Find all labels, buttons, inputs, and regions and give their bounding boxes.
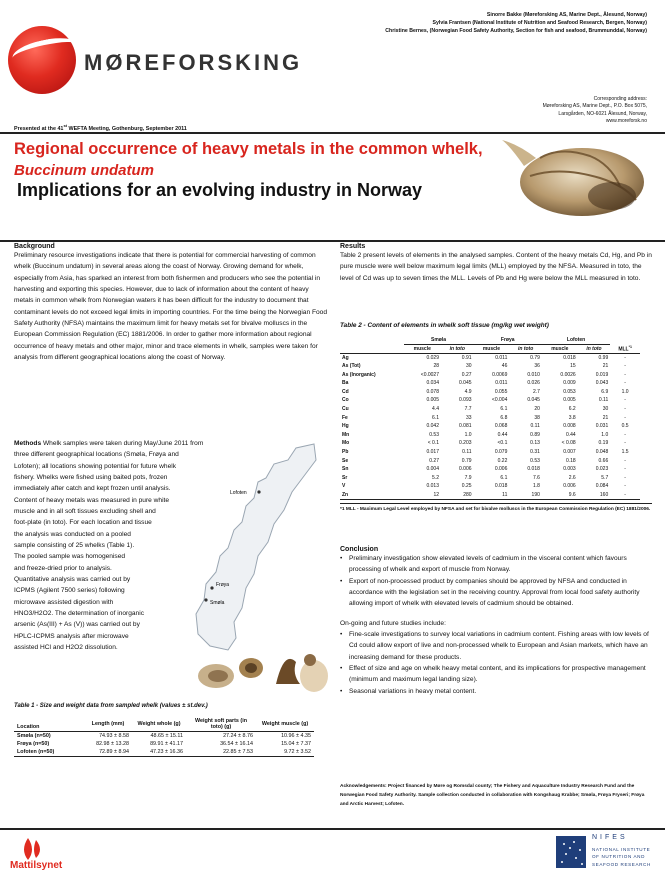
table2-cell: - — [624, 457, 626, 464]
table-row — [340, 362, 640, 371]
table2-cell: 0.079 — [494, 449, 508, 456]
table-row — [340, 448, 640, 457]
table2-element: Co — [342, 397, 349, 404]
table2-cell: 6.8 — [500, 414, 508, 421]
table2-cell: 0.026 — [527, 380, 540, 387]
author-list — [317, 12, 647, 35]
table-row — [340, 379, 640, 388]
table2-cell: 28 — [433, 363, 439, 370]
table2-cell: 0.53 — [429, 431, 439, 438]
table2-cell: 11 — [502, 491, 508, 498]
table2-cell: 0.11 — [598, 397, 609, 404]
table2-cell: <0.0027 — [420, 371, 439, 378]
table2-cell: 0.004 — [426, 466, 439, 473]
table-row — [340, 474, 640, 483]
table2-cell: 46 — [501, 363, 508, 370]
presented-prefix: Presented at the 41 — [14, 125, 64, 132]
table2-cell: - — [624, 397, 626, 404]
table2-cell: 0.19 — [598, 440, 609, 447]
table2-cell: 9.6 — [568, 491, 576, 498]
corr-line: Corresponding address: — [593, 96, 647, 102]
table2-sub: muscle — [551, 345, 569, 352]
table2-element: Cu — [342, 406, 349, 413]
methods-line: HNO3/H2O2. The determination of inorganic — [14, 609, 144, 617]
table2-sub: in toto — [517, 345, 534, 352]
table2-cell: 0.055 — [494, 388, 508, 395]
table2-cell: 38 — [534, 414, 540, 421]
table1-cell: 9.72 ± 3.52 — [284, 749, 311, 755]
table2-cell: 0.91 — [461, 354, 472, 361]
table2-cell: - — [624, 371, 626, 378]
table2-cell: 6.1 — [500, 406, 508, 413]
background-text: Preliminary resource investigations indicate that there is potential for commercial harvesting of common whelk (Buccinum undatum) in several areas along the coast of Norway. Growing demand for whelk, especially from Asia, has sparked an interest from both fishermen and producers who see the potential in harvesting and exporting this species. However, due to lack of information about the content of heavy metals in common whelk from Norwegian waters it has been difficult for the industry to document that contaminant levels do not exceed legal limits in importing countries. For the time being the Norwegian Food Safety Authority (NFSA) maintains the maximum limit for heavy metals set for bivalve molluscs in the European Commission Regulation (EC) 1881/2006. In order to gather more information about regional occurrence of heavy metals and other major, minor and trace elements in whelk, samples were taken for analysis from different geographical locations along the coast of Norway. — [14, 252, 328, 361]
methods-line: immediately after catch and kept frozen until analysis. — [14, 485, 171, 493]
table2-cell: 0.99 — [598, 354, 609, 361]
title-divider — [0, 240, 665, 242]
table2-cell: 0.018 — [494, 483, 508, 490]
table2-cell: - — [624, 431, 626, 438]
table2-cell: 7.6 — [532, 474, 540, 481]
table2-cell: 0.011 — [495, 380, 508, 387]
table-row — [340, 413, 640, 422]
acknowledgements: Acknowledgements: Project financed by Møre og Romsdal county; The Fishery and Aquaculture Industry Research Fund and the Norwegian Food Safety Authority. Sample collection conducted in collaboration with Kongshaug Krabbe; Smøla, Frøya Fryseri; Frøya and Arctic Harvest; Lofoten. — [340, 784, 645, 808]
author-1: Sinorre Bakke (Møreforsking AS, Marine Dept., Ålesund, Norway) — [486, 12, 647, 18]
table2-cell: - — [624, 483, 626, 490]
table2-cell: 0.44 — [497, 431, 508, 438]
table2-cell: 0.009 — [563, 380, 576, 387]
presented-suffix: WEFTA Meeting, Gothenburg, September 2011 — [67, 125, 187, 132]
table2-cell: 33 — [465, 414, 472, 421]
table2-cell: 0.203 — [459, 440, 472, 447]
table2-cell: 0.11 — [462, 449, 472, 456]
nifes-line: SEAFOOD RESEARCH — [592, 861, 651, 867]
table2-cell: 0.023 — [595, 466, 609, 473]
table2-cell: 0.53 — [530, 457, 540, 464]
nifes-line: NATIONAL INSTITUTE — [592, 847, 651, 852]
table2-cell: - — [624, 380, 626, 387]
table2-element: Mn — [342, 431, 350, 438]
conclusion-bullet: • Preliminary investigation show elevated levels of cadmium in the visceral content which favours processing of whelk and export of muscle from Norway. — [340, 553, 654, 576]
table2-cell: 0.031 — [595, 423, 609, 430]
table1-cell: Lofoten (n=50) — [17, 749, 55, 755]
table2-footnote: *1 MLL - Maximum Legal Level employed by NFSA and set for bivalve molluscs in the European Commission Regulation (EC) 1881/2006. — [340, 503, 652, 513]
mll-label: MLL — [618, 346, 629, 353]
table2-cell: 0.89 — [530, 431, 540, 438]
conclusion-heading: Conclusion — [340, 546, 379, 553]
table2-cell: 0.084 — [595, 483, 609, 490]
table1-cell: 48.65 ± 15.11 — [150, 733, 183, 739]
table1-cell: 82.98 ± 13.28 — [96, 741, 129, 747]
table1-cell: 36.54 ± 16.14 — [220, 741, 253, 747]
table2-body — [340, 353, 640, 499]
table2-cell: 280 — [463, 491, 472, 498]
table2-cell: - — [624, 466, 626, 473]
table2-block — [340, 322, 652, 513]
table-row — [14, 740, 314, 748]
table2-cell: 1.0 — [464, 431, 472, 438]
table2-cell: 0.79 — [461, 457, 472, 464]
table2-element: Ba — [342, 380, 349, 387]
table-row — [340, 439, 640, 448]
table-row — [340, 396, 640, 405]
table2-cell: 0.22 — [497, 457, 508, 464]
table2-cell: 0.005 — [426, 397, 439, 404]
table2-cell: 0.018 — [563, 354, 576, 361]
table2-cell: 0.043 — [595, 380, 609, 387]
table1-cell: 74.93 ± 8.58 — [99, 733, 129, 739]
methods-line: muscle and in all soft tissues excluding shell and — [14, 507, 156, 515]
table2-cell: 6.1 — [432, 414, 439, 421]
methods-line: and freeze-dried prior to analysis. — [14, 564, 112, 572]
table2-cell: 7.9 — [464, 474, 472, 481]
methods-line: fishery. Whelks were fished using baited pots, frozen — [14, 473, 168, 481]
methods-line: Lofoten); all locations showing potential for future whelk — [14, 462, 177, 470]
table2-element: Mo — [342, 440, 350, 447]
table2-cell: 6.2 — [568, 406, 576, 413]
table-row — [340, 422, 640, 431]
table1-caption: Table 1 - Size and weight data from sampled whelk (values ± st.dev.) — [14, 703, 208, 709]
table-row — [340, 353, 640, 362]
table2-cell: 4.9 — [464, 388, 472, 395]
table2-cell: 0.045 — [527, 397, 540, 404]
table2-caption: Table 2 - Content of elements in whelk soft tissue (mg/kg wet weight) — [340, 322, 549, 329]
table2-cell: - — [624, 440, 626, 447]
table2-cell: 0.042 — [426, 423, 439, 430]
table2-cell: 0.029 — [426, 354, 439, 361]
smola-marker — [204, 598, 207, 601]
table2-cell: - — [624, 406, 626, 413]
table2-cell: 0.081 — [459, 423, 472, 430]
table2-cell: 160 — [599, 491, 609, 498]
table2-sub: in toto — [586, 345, 602, 352]
table2-cell: - — [624, 363, 626, 370]
table-row — [340, 405, 640, 414]
table2-cell: 0.013 — [426, 483, 439, 490]
table2-cell: 1.0 — [621, 388, 629, 395]
table2-cell: 0.048 — [595, 449, 609, 456]
table2-cell: - — [624, 491, 626, 498]
table2-cell: 0.019 — [595, 371, 609, 378]
methods-line: arsenic (As(III) + As (V)) was carried out by — [14, 621, 140, 629]
table2-cell: 1.8 — [532, 483, 540, 490]
table2-cell: 0.017 — [426, 449, 439, 456]
table2-cell: 6.9 — [601, 388, 609, 395]
table2-location: Lofoten — [542, 336, 610, 345]
nifes-line: OF NUTRITION AND — [592, 854, 645, 860]
methods-line: Quantitative analysis was carried out by — [14, 575, 131, 583]
table2-cell: 5.2 — [432, 474, 439, 481]
table2-cell: 21 — [602, 363, 609, 370]
table2-cell: 12 — [433, 491, 439, 498]
table2-cell: 0.79 — [530, 354, 540, 361]
table2-cell: 30 — [465, 363, 472, 370]
table2-cell: <0.1 — [497, 440, 508, 447]
table2-cell: 0.011 — [495, 354, 508, 361]
results-heading: Results — [340, 243, 366, 250]
table2-cell: 0.0026 — [560, 371, 576, 378]
table2-cell: 0.27 — [429, 457, 439, 464]
background-heading: Background — [14, 243, 55, 250]
table2-cell: 0.068 — [494, 423, 508, 430]
table2-cell: 0.44 — [565, 431, 576, 438]
title-line-1: Regional occurrence of heavy metals in the common whelk, — [14, 140, 483, 158]
table2-mll-header — [610, 345, 640, 354]
table2-cell: 0.006 — [563, 483, 576, 490]
ongoing-bullet: • Seasonal variations in heavy metal content. — [340, 686, 654, 697]
table2-cell: 0.034 — [426, 380, 439, 387]
conclusion-bullet: • Export of non-processed product by companies should be approved by NFSA and conducted in accordance with the legislation set in the receiving country. Approval from local food safety authority allowing import of whelk with elevated levels of cadmium should be obtained. — [340, 576, 654, 610]
table1-cell: 10.96 ± 4.35 — [281, 733, 311, 739]
table2-cell: 0.25 — [461, 483, 472, 490]
conclusion-section — [340, 546, 654, 697]
mll-sup: *1 — [628, 344, 632, 349]
table2-cell: 0.007 — [563, 449, 576, 456]
methods-line: assisted HCl and H2O2 dissolution. — [14, 643, 118, 651]
table2-element: As (Tot) — [342, 363, 361, 370]
table2-cell: 0.66 — [598, 457, 609, 464]
table-row — [340, 465, 640, 474]
table2-cell: 0.045 — [459, 380, 472, 387]
map-label-lofoten: Lofoten — [230, 490, 247, 496]
table2-cell: 0.0069 — [492, 371, 508, 378]
methods-line: the analysis was conducted on a pooled — [14, 530, 131, 538]
table2-cell: 1.5 — [621, 449, 629, 456]
table2-element: Ag — [342, 354, 349, 361]
table1-cell: 15.04 ± 7.37 — [281, 741, 311, 747]
table2-cell: < 0.1 — [427, 440, 439, 447]
methods-heading: Methods — [14, 440, 42, 447]
table2-cell: 15 — [570, 363, 576, 370]
methods-line: sample consisting of 25 whelks (Table 1). — [14, 541, 135, 549]
norway-map — [176, 438, 326, 668]
lofoten-marker — [257, 490, 260, 493]
table2-cell: 190 — [531, 491, 540, 498]
table2-element: Zn — [342, 491, 349, 498]
whelk-shell-image — [500, 126, 650, 222]
title-subtitle: Implications for an evolving industry in Norway — [17, 180, 423, 200]
table2-cell: 0.5 — [621, 423, 629, 430]
table2-element: Cd — [342, 388, 349, 395]
nifes-logo-mark — [556, 836, 586, 868]
table2-cell: 0.005 — [563, 397, 576, 404]
table2-element: Sn — [342, 466, 349, 473]
moreforsking-logo-text: MØREFORSKING — [84, 50, 303, 75]
table2-element: Fe — [342, 414, 348, 421]
table1-header: Weight muscle (g) — [261, 721, 309, 727]
table2-cell: 21 — [602, 414, 609, 421]
table2-element: Hg — [342, 423, 349, 430]
table1-cell: 47.23 ± 16.36 — [150, 749, 183, 755]
table-row — [340, 431, 640, 440]
table1 — [14, 717, 314, 757]
table1-header: Weight soft parts (in toto) (g) — [194, 718, 247, 730]
methods-line: HPLC-ICPMS analysis after microwave — [14, 632, 129, 640]
table2-location: Frøya — [474, 336, 542, 345]
methods-line: three different geographical locations (Smøla, Frøya and — [14, 451, 179, 459]
table2-cell: 5.7 — [601, 474, 609, 481]
table2-cell: 0.008 — [563, 423, 576, 430]
table2-sub: muscle — [413, 345, 431, 352]
table1-block — [14, 703, 328, 757]
map-label-froya: Frøya — [216, 582, 230, 588]
ongoing-bullet: • Effect of size and age on whelk heavy metal content, and its implications for prospective management (minimum and maximum legal landing size). — [340, 663, 654, 686]
table2-cell: 0.27 — [461, 371, 472, 378]
table2-cell: 0.093 — [459, 397, 472, 404]
table2-cell: 0.31 — [530, 449, 540, 456]
table2 — [340, 336, 640, 500]
corr-line: Larsgården, NO-6021 Ålesund, Norway, — [558, 110, 647, 117]
methods-line: microwave assisted digestion with — [14, 598, 114, 606]
table2-cell: 0.006 — [459, 466, 472, 473]
corresponding-address — [447, 96, 647, 125]
methods-line: Content of heavy metals was measured in pure white — [14, 496, 170, 504]
table-row — [340, 456, 640, 465]
table2-cell: 4.4 — [432, 406, 439, 413]
table2-cell: 1.0 — [601, 431, 609, 438]
table2-cell: 0.053 — [563, 388, 576, 395]
corr-line: Møreforsking AS, Marine Dept., P.O. Box 5075, — [542, 103, 647, 110]
table2-cell: 0.078 — [426, 388, 439, 395]
table2-cell: - — [624, 414, 626, 421]
methods-line: foot-plate (in toto). For each location and tissue — [14, 519, 152, 527]
table2-cell: 0.010 — [527, 371, 540, 378]
results-text: Table 2 present levels of elements in the analysed samples. Content of the heavy metals Cd, Hg, and Pb in pure muscle were well below maximum legal limits (MLL) employed by the NFSA. Measured in toto, the level of Cd was up to seven times the MLL. Levels of Pb and Hg were below the MLL measured in toto. — [340, 252, 652, 282]
table2-cell: 36 — [534, 363, 540, 370]
mattilsynet-text: Mattilsynet — [10, 860, 63, 871]
table2-cell: 0.18 — [565, 457, 576, 464]
methods-line: ICPMS (Agilent 7500 series) following — [14, 587, 125, 595]
table1-header: Weight whole (g) — [137, 721, 181, 727]
table2-element: Se — [342, 457, 349, 464]
table2-cell: - — [624, 354, 626, 361]
ongoing-bullet: • Fine-scale investigations to survey local variations in cadmium content. Fishing areas with low levels of Cd could allow export of live and non-processed whelk to European and Asian markets, which have an increasing demand for these products. — [340, 629, 654, 663]
table2-cell: < 0.08 — [561, 440, 576, 447]
table2-element: V — [342, 483, 346, 490]
map-label-smola: Smøla — [210, 600, 225, 606]
table2-element: As (Inorganic) — [342, 371, 376, 378]
table2-cell: 30 — [602, 406, 609, 413]
table1-cell: 27.24 ± 8.76 — [223, 733, 253, 739]
table2-cell: 0.11 — [530, 423, 540, 430]
table2-sub: in toto — [449, 345, 465, 352]
table2-cell: 0.018 — [527, 466, 540, 473]
table2-cell: 2.6 — [568, 474, 576, 481]
whelk-photos — [196, 640, 336, 698]
table2-cell: 0.006 — [494, 466, 508, 473]
table2-cell: - — [624, 474, 626, 481]
methods-line: The pooled sample was homogenised — [14, 553, 126, 561]
table1-cell: 89.91 ± 41.17 — [150, 741, 183, 747]
table1-cell: 22.85 ± 7.53 — [223, 749, 253, 755]
author-2: Sylvia Frantsen (National Institute of Nutrition and Seafood Research, Bergen, Norway) — [432, 19, 647, 26]
table-row — [14, 748, 314, 757]
table2-cell: 20 — [534, 406, 540, 413]
title-species: Buccinum undatum — [14, 162, 155, 179]
table1-header: Location — [17, 724, 40, 730]
table1-header: Length (mm) — [91, 721, 125, 727]
table2-location: Smøla — [404, 336, 474, 345]
presented-sup: st — [63, 123, 67, 128]
table2-sub: muscle — [482, 345, 501, 352]
footer-divider — [0, 828, 665, 830]
froya-marker — [210, 586, 213, 589]
table2-cell: 7.7 — [464, 406, 472, 413]
table2-element: Pb — [342, 449, 349, 456]
nifes-fullname — [592, 846, 651, 868]
table1-cell: 72.89 ± 8.94 — [99, 749, 129, 755]
table2-cell: 0.003 — [563, 466, 576, 473]
table-row — [340, 370, 640, 379]
table-row — [340, 491, 640, 500]
table2-cell: 6.1 — [500, 474, 508, 481]
table2-cell: <0.004 — [491, 397, 508, 404]
table2-cell: 2.7 — [532, 388, 540, 395]
table2-cell: 3.8 — [568, 414, 576, 421]
ongoing-heading: On-going and future studies include: — [340, 619, 446, 627]
table1-cell: Frøya (n=50) — [17, 741, 50, 747]
table1-cell: Smøla (n=50) — [17, 733, 51, 739]
table2-cell: 0.13 — [530, 440, 540, 447]
table2-element: Sr — [342, 474, 348, 481]
nifes-name: NIFES — [592, 834, 628, 841]
author-3: Christine Bernes, (Norwegian Food Safety Authority, Section for fish and seafood, Brummunddal, Norway) — [385, 27, 647, 34]
methods-line: Whelk samples were taken during May/June 2011 from — [41, 440, 204, 447]
table-row — [14, 732, 314, 741]
corr-line: www.moreforsk.no — [605, 117, 647, 124]
table-row — [340, 388, 640, 397]
presented-at — [14, 123, 187, 132]
results-section — [340, 243, 652, 284]
table-row — [340, 482, 640, 491]
background-section — [14, 243, 328, 363]
